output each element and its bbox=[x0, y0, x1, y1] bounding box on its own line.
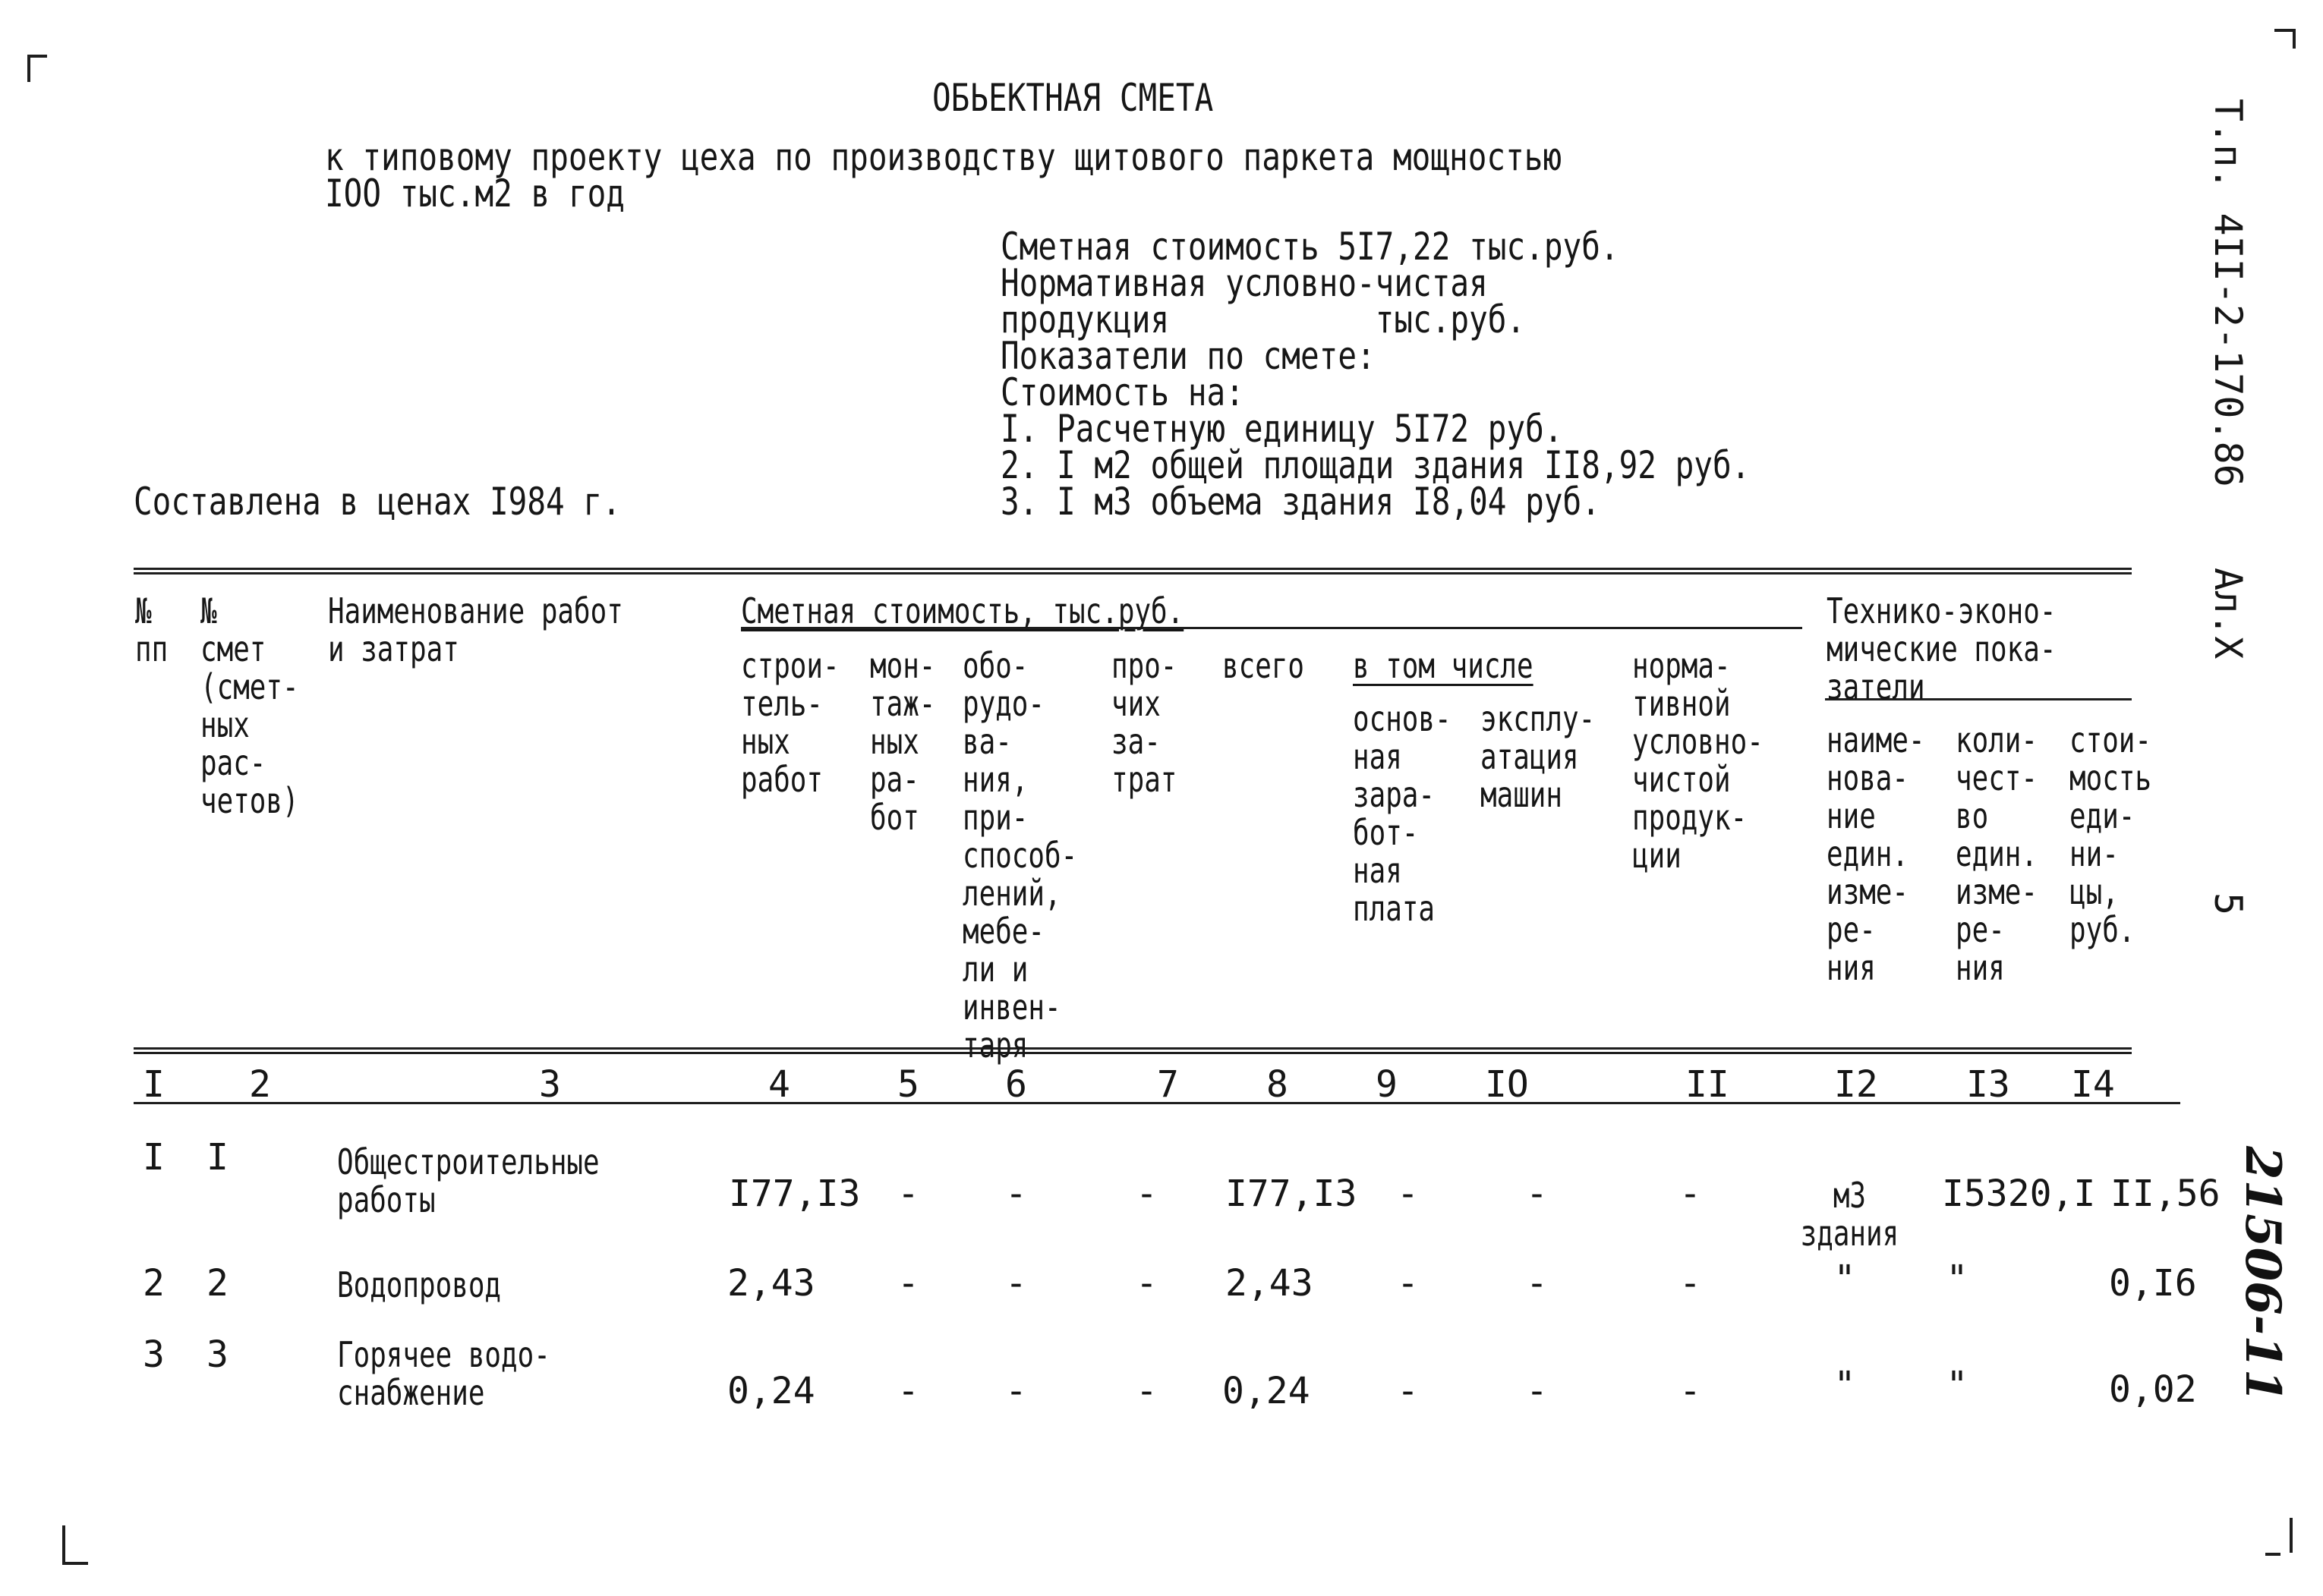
header-construction: строи- тель- ных работ bbox=[741, 645, 840, 800]
header-total: всего bbox=[1222, 645, 1305, 686]
unit-name: " bbox=[1833, 1364, 1856, 1406]
equipment-cost: - bbox=[1005, 1262, 1027, 1305]
column-number-4: 4 bbox=[768, 1063, 790, 1106]
header-work-name: Наименование работ и затрат bbox=[328, 590, 623, 669]
unit-cost: 0,02 bbox=[2109, 1368, 2197, 1411]
corner-mark-top-left-h bbox=[27, 55, 47, 58]
unit-cost: 0,I6 bbox=[2109, 1262, 2197, 1305]
work-name: Водопровод bbox=[337, 1264, 502, 1305]
column-number-1: I bbox=[143, 1063, 165, 1106]
corner-mark-bottom-left-h bbox=[62, 1562, 88, 1565]
summary-volume-cost: 3. I м3 объема здания I8,04 руб. bbox=[1001, 480, 1600, 524]
normative-product: - bbox=[1679, 1173, 1701, 1215]
unit-cost: II,56 bbox=[2110, 1173, 2221, 1215]
header-unit-quantity: коли- чест- во един. изме- ре- ния bbox=[1956, 719, 2038, 988]
header-tech-group: Технико-эконо- мические пока- затели bbox=[1827, 590, 2057, 707]
column-number-14: I4 bbox=[2071, 1063, 2115, 1106]
column-number-10: IO bbox=[1485, 1063, 1529, 1106]
header-base-salary: основ- ная зара- бот- ная плата bbox=[1353, 698, 1451, 929]
column-number-12: I2 bbox=[1834, 1063, 1878, 1106]
unit-quantity: I5320,I bbox=[1942, 1173, 2096, 1215]
other-cost: - bbox=[1136, 1173, 1158, 1215]
table-top-rule bbox=[134, 568, 2132, 574]
document-title: ОБЬЕКТНАЯ СМЕТА bbox=[932, 76, 1214, 120]
project-code: Т.п. 4II-2-170.86 bbox=[2206, 99, 2250, 487]
row-number: 3 bbox=[143, 1333, 165, 1376]
summary-normative-line2: продукция тыс.руб. bbox=[1001, 297, 1526, 342]
total-cost: I77,I3 bbox=[1225, 1173, 1357, 1215]
base-salary: - bbox=[1397, 1262, 1419, 1305]
equipment-cost: - bbox=[1005, 1173, 1027, 1215]
summary-cost-on: Стоимость на: bbox=[1001, 370, 1244, 414]
header-machine-operation: эксплу- атация машин bbox=[1480, 698, 1596, 815]
normative-product: - bbox=[1679, 1262, 1701, 1305]
work-name: Горячее водо- снабжение bbox=[337, 1334, 550, 1413]
header-row-number: № пп bbox=[135, 590, 169, 669]
column-number-8: 8 bbox=[1266, 1063, 1288, 1106]
machine-operation: - bbox=[1526, 1370, 1548, 1412]
album-label: Ал.Х bbox=[2206, 568, 2250, 659]
prices-note: Составлена в ценах I984 г. bbox=[134, 480, 621, 524]
document-subtitle-line2: IOO тыс.м2 в год bbox=[325, 172, 625, 216]
header-unit-name: наиме- нова- ние един. изме- ре- ния bbox=[1827, 719, 1925, 988]
work-name: Общестроительные работы bbox=[337, 1141, 600, 1220]
column-number-3: 3 bbox=[539, 1063, 561, 1106]
header-equipment: обо- рудо- ва- ния, при- способ- лений, мебе- ли и инвен- таря bbox=[963, 645, 1078, 1066]
construction-cost: I77,I3 bbox=[729, 1173, 861, 1215]
document-subtitle-line1: к типовому проекту цеха по производству щитового паркета мощностью bbox=[325, 135, 1562, 179]
column-number-2: 2 bbox=[249, 1063, 271, 1106]
total-cost: 2,43 bbox=[1225, 1262, 1313, 1305]
other-cost: - bbox=[1136, 1370, 1158, 1412]
installation-cost: - bbox=[897, 1173, 919, 1215]
summary-normative-line1: Нормативная условно-чистая bbox=[1001, 261, 1488, 305]
estimate-number: 2 bbox=[206, 1262, 229, 1305]
column-number-5: 5 bbox=[897, 1063, 919, 1106]
row-number: 2 bbox=[143, 1262, 165, 1305]
header-normative-product: норма- тивной условно- чистой продук- ции bbox=[1632, 645, 1764, 876]
summary-area-cost: 2. I м2 общей площади здания II8,92 руб. bbox=[1001, 443, 1751, 487]
construction-cost: 2,43 bbox=[727, 1262, 815, 1305]
unit-quantity: " bbox=[1946, 1258, 1968, 1300]
inventory-stamp: 21506-11 bbox=[2234, 1146, 2291, 1403]
column-number-13: I3 bbox=[1966, 1063, 2010, 1106]
corner-mark-bottom-right-h bbox=[2265, 1553, 2280, 1556]
summary-estimated-cost: Сметная стоимость 5I7,22 тыс.руб. bbox=[1001, 225, 1619, 269]
page-number: 5 bbox=[2206, 892, 2250, 916]
column-number-9: 9 bbox=[1376, 1063, 1398, 1106]
header-other: про- чих за- трат bbox=[1111, 645, 1177, 800]
header-estimate-number: № смет (смет- ных рас- четов) bbox=[200, 590, 299, 821]
installation-cost: - bbox=[897, 1262, 919, 1305]
header-installation: мон- таж- ных ра- бот bbox=[870, 645, 936, 838]
header-including-group: в том числе bbox=[1353, 645, 1533, 686]
total-cost: 0,24 bbox=[1222, 1370, 1310, 1412]
corner-mark-bottom-right bbox=[2290, 1518, 2293, 1553]
header-cost-group: Сметная стоимость, тыс.руб. bbox=[741, 590, 1184, 631]
unit-quantity: " bbox=[1946, 1364, 1968, 1406]
header-bottom-rule bbox=[134, 1047, 2132, 1054]
installation-cost: - bbox=[897, 1370, 919, 1412]
estimate-number: 3 bbox=[206, 1333, 229, 1376]
unit-name: м3 здания bbox=[1800, 1175, 1899, 1254]
corner-mark-bottom-left bbox=[62, 1525, 65, 1565]
equipment-cost: - bbox=[1005, 1370, 1027, 1412]
machine-operation: - bbox=[1526, 1173, 1548, 1215]
base-salary: - bbox=[1397, 1173, 1419, 1215]
summary-unit-cost: I. Расчетную единицу 5I72 руб. bbox=[1001, 407, 1563, 451]
column-number-11: II bbox=[1685, 1063, 1729, 1106]
other-cost: - bbox=[1136, 1262, 1158, 1305]
corner-mark-top-right-v bbox=[2293, 29, 2296, 49]
construction-cost: 0,24 bbox=[727, 1370, 815, 1412]
unit-name: " bbox=[1833, 1258, 1856, 1300]
machine-operation: - bbox=[1526, 1262, 1548, 1305]
base-salary: - bbox=[1397, 1370, 1419, 1412]
summary-indicators-heading: Показатели по смете: bbox=[1001, 334, 1376, 378]
column-number-7: 7 bbox=[1157, 1063, 1179, 1106]
estimate-number: I bbox=[206, 1136, 229, 1179]
header-unit-cost: стои- мость еди- ни- цы, руб. bbox=[2069, 719, 2152, 950]
corner-mark-top-left bbox=[27, 55, 30, 82]
row-number: I bbox=[143, 1136, 165, 1179]
normative-product: - bbox=[1679, 1370, 1701, 1412]
column-number-6: 6 bbox=[1005, 1063, 1027, 1106]
